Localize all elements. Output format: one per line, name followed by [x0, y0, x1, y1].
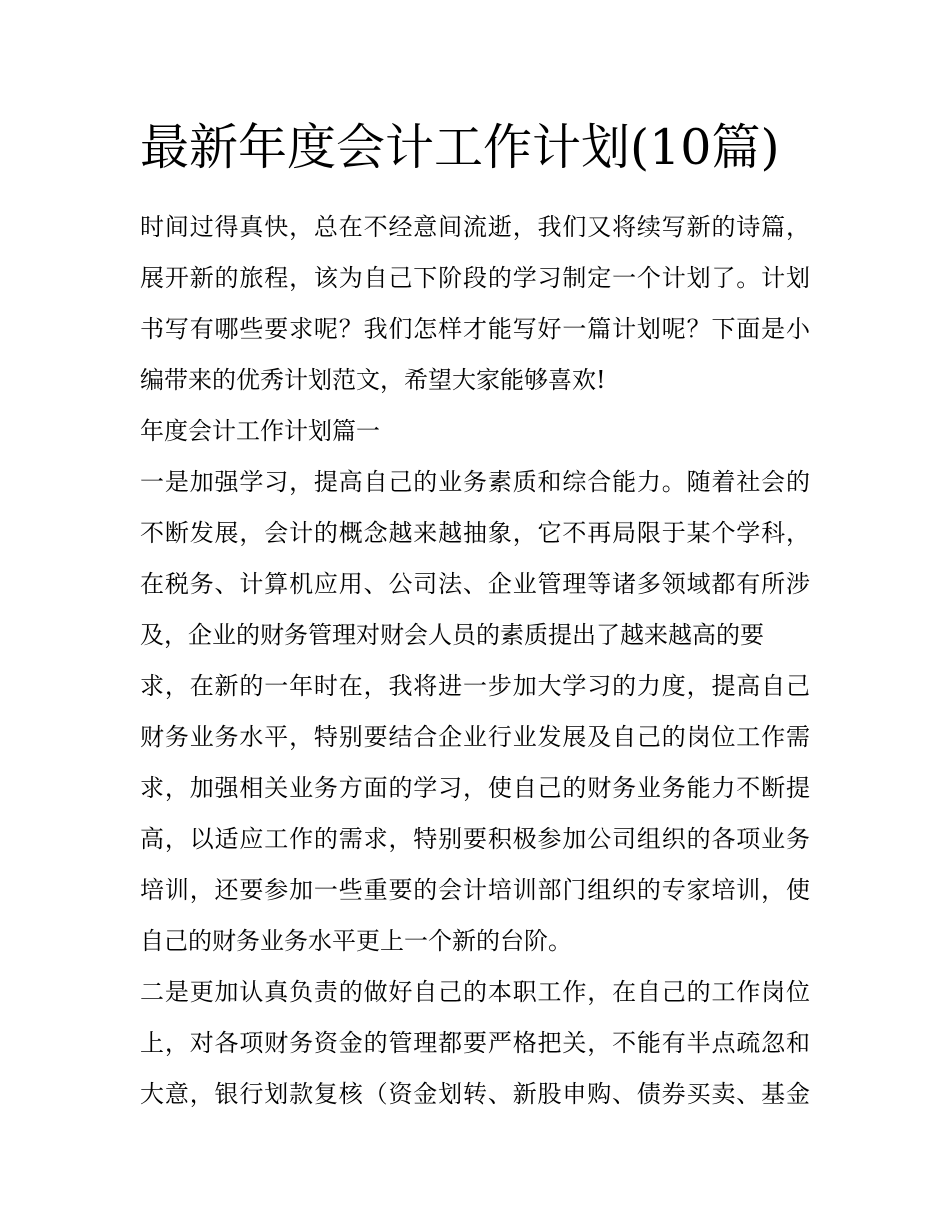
body-line: 财务业务水平，特别要结合企业行业发展及自己的岗位工作需 — [140, 723, 810, 751]
body-line: 展开新的旅程，该为自己下阶段的学习制定一个计划了。计划 — [140, 264, 810, 292]
body-line: 求，加强相关业务方面的学习，使自己的财务业务能力不断提 — [140, 774, 810, 802]
body-line: 求，在新的一年时在，我将进一步加大学习的力度，提高自己 — [140, 672, 810, 700]
body-line: 自己的财务业务水平更上一个新的台阶。 — [140, 927, 572, 955]
body-line: 在税务、计算机应用、公司法、企业管理等诸多领域都有所涉 — [140, 570, 810, 598]
body-line: 高，以适应工作的需求，特别要积极参加公司组织的各项业务 — [140, 825, 810, 853]
body-line: 不断发展，会计的概念越来越抽象，它不再局限于某个学科， — [140, 519, 810, 547]
body-line: 二是更加认真负责的做好自己的本职工作，在自己的工作岗位 — [140, 978, 810, 1006]
body-line: 大意，银行划款复核（资金划转、新股申购、债券买卖、基金 — [140, 1080, 810, 1108]
body-line: 及，企业的财务管理对财会人员的素质提出了越来越高的要 — [140, 621, 764, 649]
body-line: 一是加强学习，提高自己的业务素质和综合能力。随着社会的 — [140, 468, 810, 496]
body-line: 时间过得真快，总在不经意间流逝，我们又将续写新的诗篇， — [140, 213, 810, 241]
document-body — [140, 202, 810, 1120]
body-line: 年度会计工作计划篇一 — [140, 417, 380, 445]
body-line: 书写有哪些要求呢？我们怎样才能写好一篇计划呢？下面是小 — [140, 315, 810, 343]
document-title: 最新年度会计工作计划(10篇) — [140, 119, 780, 176]
body-line: 编带来的优秀计划范文，希望大家能够喜欢! — [140, 366, 606, 394]
body-line: 上，对各项财务资金的管理都要严格把关，不能有半点疏忽和 — [140, 1029, 810, 1057]
body-line: 培训，还要参加一些重要的会计培训部门组织的专家培训，使 — [140, 876, 810, 904]
